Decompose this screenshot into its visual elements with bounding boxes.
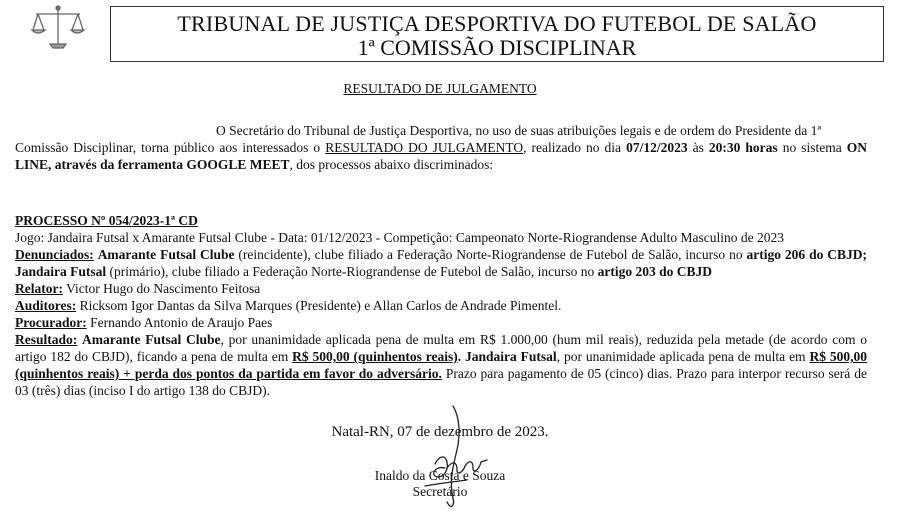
document-title: RESULTADO DE JULGAMENTO <box>343 81 537 96</box>
intro-text: , dos processos abaixo discriminados: <box>289 157 494 172</box>
tribunal-name: TRIBUNAL DE JUSTIÇA DESPORTIVA DO FUTEBOL DE SALÃO <box>177 11 817 36</box>
resultado-text: , por unanimidade aplicada pena de multa em <box>556 349 810 364</box>
signer-block <box>0 468 880 500</box>
denunciado-text: (reincidente), clube filiado a Federação Norte-Riograndense de Futebol de Salão, incurso no <box>234 247 747 262</box>
denunciados-label: Denunciados: <box>15 247 94 262</box>
resultado-team-1: Amarante Futsal Clube <box>82 332 221 347</box>
game-info: Jogo: Jandaira Futsal x Amarante Futsal Clube - Data: 01/12/2023 - Competição: Campeonato Norte-Riograndense Adulto Masculino de 2023 <box>15 230 784 245</box>
procurador-line <box>15 314 867 331</box>
header-box <box>110 6 884 62</box>
intro-line-1: O Secretário do Tribunal de Justiça Desportiva, no uso de suas atribuições legais e de ordem do Presidente da 1ª <box>216 123 822 138</box>
auditores-names: Ricksom Igor Dantas da Silva Marques (Presidente) e Allan Carlos de Andrade Pimentel. <box>76 298 562 313</box>
resultado-fine-1: R$ 500,00 (quinhentos reais) <box>292 349 458 364</box>
signer-name: Inaldo da Costa e Souza <box>374 468 506 483</box>
auditores-line <box>15 297 867 314</box>
denunciado-1: Amarante Futsal Clube <box>97 247 235 262</box>
denunciado-article-2: artigo 206 do CBJD; Jandaira Futsal <box>15 247 867 279</box>
relator-line <box>15 280 867 297</box>
signer-role: Secretário <box>412 484 468 499</box>
result-reference: RESULTADO DO JULGAMENTO <box>325 140 524 155</box>
relator-name: Victor Hugo do Nascimento Feitosa <box>62 281 261 296</box>
process-block <box>15 212 867 399</box>
intro-rest <box>15 139 867 173</box>
resultado-text: Prazo para pagamento de 05 (cinco) dias. Prazo para interpor recurso será de 03 (três) dias (inciso I do artigo 138 do CBJD). <box>15 366 867 398</box>
resultado-team-2: . Jandaira Futsal <box>457 349 557 364</box>
intro-text: , realizado no dia <box>523 140 627 155</box>
session-time: 20:30 horas <box>708 140 778 155</box>
place-date: Natal-RN, 07 de dezembro de 2023. <box>331 424 549 440</box>
scales-of-justice-icon <box>30 4 86 50</box>
session-date: 07/12/2023 <box>626 140 688 155</box>
intro-text: no sistema <box>777 140 847 155</box>
denunciado-article: artigo 203 do CBJD <box>597 264 712 279</box>
denunciados-line <box>15 246 867 280</box>
auditores-label: Auditores: <box>15 298 77 313</box>
resultado-label: Resultado: <box>15 332 78 347</box>
resultado-fine-2: R$ 500,00 (quinhentos reais) + perda dos pontos da partida em favor do adversário. <box>15 349 867 381</box>
procurador-label: Procurador: <box>15 315 87 330</box>
intro-text: Comissão Disciplinar, torna público aos interessados o <box>15 140 326 155</box>
relator-label: Relator: <box>15 281 63 296</box>
resultado-line <box>15 331 867 399</box>
process-number: PROCESSO Nº 054/2023-1ª CD <box>15 213 198 228</box>
session-platform: ON LINE, através da ferramenta GOOGLE MEET <box>15 140 867 172</box>
resultado-text: , por unanimidade aplicada pena de multa em R$ 1.000,00 (hum mil reais), reduzida pela metade (de acordo com o artigo 182 do CBJD), ficando a pena de multa em <box>15 332 867 364</box>
denunciado-text: (primário), clube filiado a Federação Norte-Riograndense de Futebol de Salão, incurso no <box>106 264 598 279</box>
procurador-name: Fernando Antonio de Araujo Paes <box>86 315 273 330</box>
commission-name: 1ª COMISSÃO DISCIPLINAR <box>357 35 637 60</box>
intro-text: às <box>687 140 709 155</box>
intro-paragraph <box>15 122 867 173</box>
